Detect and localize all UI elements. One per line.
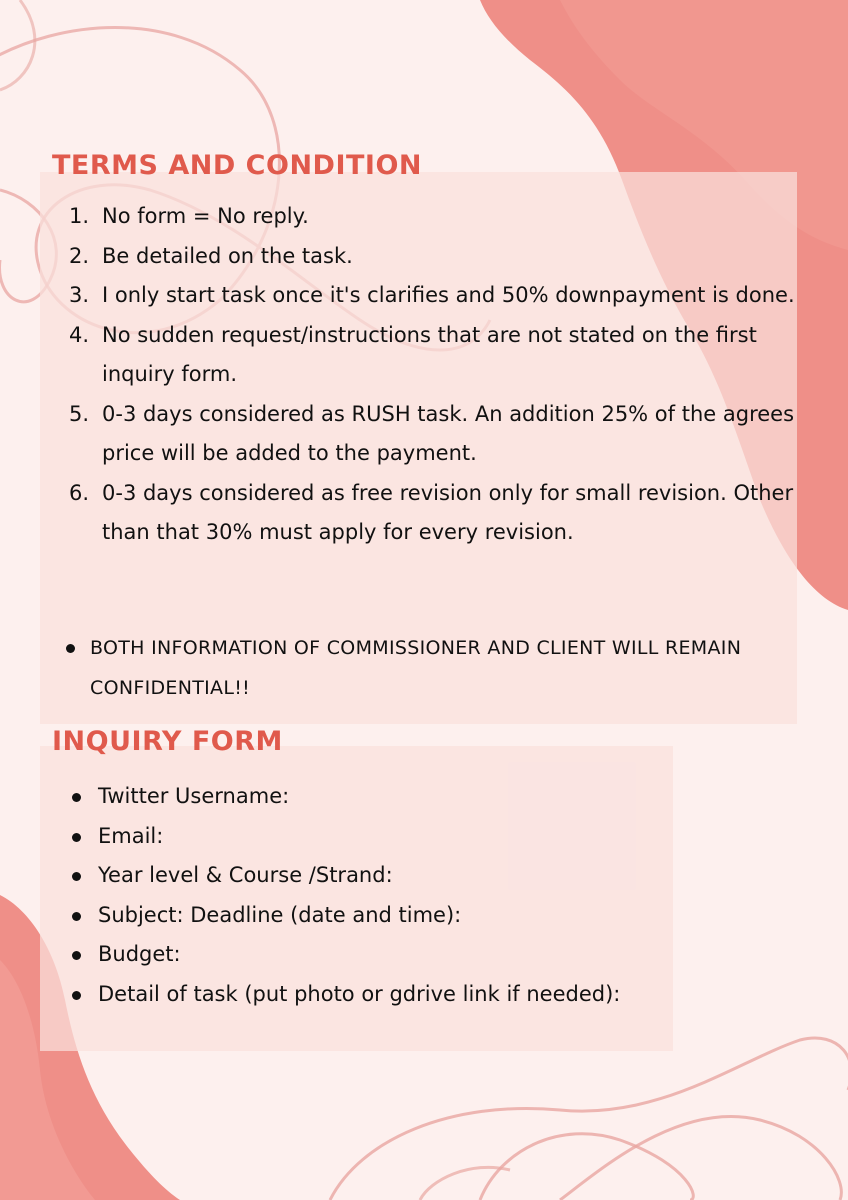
inquiry-item-budget bbox=[70, 935, 670, 975]
bottom-right-swirl-3 bbox=[560, 1116, 841, 1200]
terms-item-number: 6. bbox=[68, 480, 89, 505]
inquiry-item-subject-deadline bbox=[70, 896, 670, 936]
bullet-dot-icon bbox=[72, 793, 81, 802]
bullet-dot-icon bbox=[72, 912, 81, 921]
inquiry-item-label: Budget: bbox=[98, 942, 181, 966]
confidentiality-notice-text: BOTH INFORMATION OF COMMISSIONER AND CLIENT WILL REMAIN CONFIDENTIAL!! bbox=[90, 637, 780, 699]
terms-item-text: Be detailed on the task. bbox=[102, 243, 353, 268]
bottom-right-swirl bbox=[330, 1038, 848, 1200]
bottom-right-swirl-2 bbox=[480, 1134, 693, 1200]
terms-item-text: No form = No reply. bbox=[102, 204, 309, 228]
bullet-dot-icon bbox=[72, 951, 81, 960]
inquiry-item-twitter bbox=[70, 777, 670, 817]
terms-item bbox=[68, 474, 800, 553]
bullet-dot-icon bbox=[72, 872, 81, 881]
inquiry-item-label: Year level & Course /Strand: bbox=[98, 863, 393, 887]
inquiry-item-label: Twitter Username: bbox=[98, 784, 290, 808]
terms-item-text: 0-3 days considered as RUSH task. An addition 25% of the agrees price will be added to the payment. bbox=[102, 401, 795, 465]
terms-item-text: No sudden request/instructions that are not stated on the first inquiry form. bbox=[102, 322, 757, 386]
inquiry-item-year-level bbox=[70, 856, 670, 896]
top-left-swirl-3 bbox=[0, 0, 35, 90]
terms-item bbox=[68, 197, 800, 237]
bullet-dot-icon bbox=[72, 833, 81, 842]
inquiry-item-task-detail bbox=[70, 975, 670, 1015]
terms-item-number: 4. bbox=[68, 322, 89, 347]
terms-list bbox=[68, 197, 800, 553]
inquiry-item-label: Detail of task (put photo or gdrive link if needed): bbox=[98, 981, 621, 1006]
terms-item-text: 0-3 days considered as free revision only for small revision. Other than that 30% must apply for every revision. bbox=[102, 480, 794, 544]
bullet-dot-icon bbox=[72, 991, 81, 1000]
terms-item-number: 1. bbox=[68, 204, 89, 228]
terms-item-number: 3. bbox=[68, 283, 89, 307]
bullet-dot-icon bbox=[66, 644, 75, 653]
terms-item-text: I only start task once it's clarifies and 50% downpayment is done. bbox=[102, 283, 795, 307]
inquiry-heading: INQUIRY FORM bbox=[52, 726, 283, 757]
terms-item-number: 2. bbox=[68, 243, 89, 268]
terms-item bbox=[68, 316, 800, 395]
inquiry-item-label: Email: bbox=[98, 823, 164, 848]
inquiry-item-label: Subject: Deadline (date and time): bbox=[98, 902, 462, 927]
inquiry-item-email bbox=[70, 817, 670, 857]
terms-item-number: 5. bbox=[68, 401, 89, 426]
terms-item bbox=[68, 237, 800, 277]
inquiry-list bbox=[70, 777, 670, 1014]
confidentiality-notice bbox=[62, 628, 780, 708]
terms-item bbox=[68, 276, 800, 316]
terms-heading: TERMS AND CONDITION bbox=[52, 150, 423, 181]
terms-item bbox=[68, 395, 800, 474]
